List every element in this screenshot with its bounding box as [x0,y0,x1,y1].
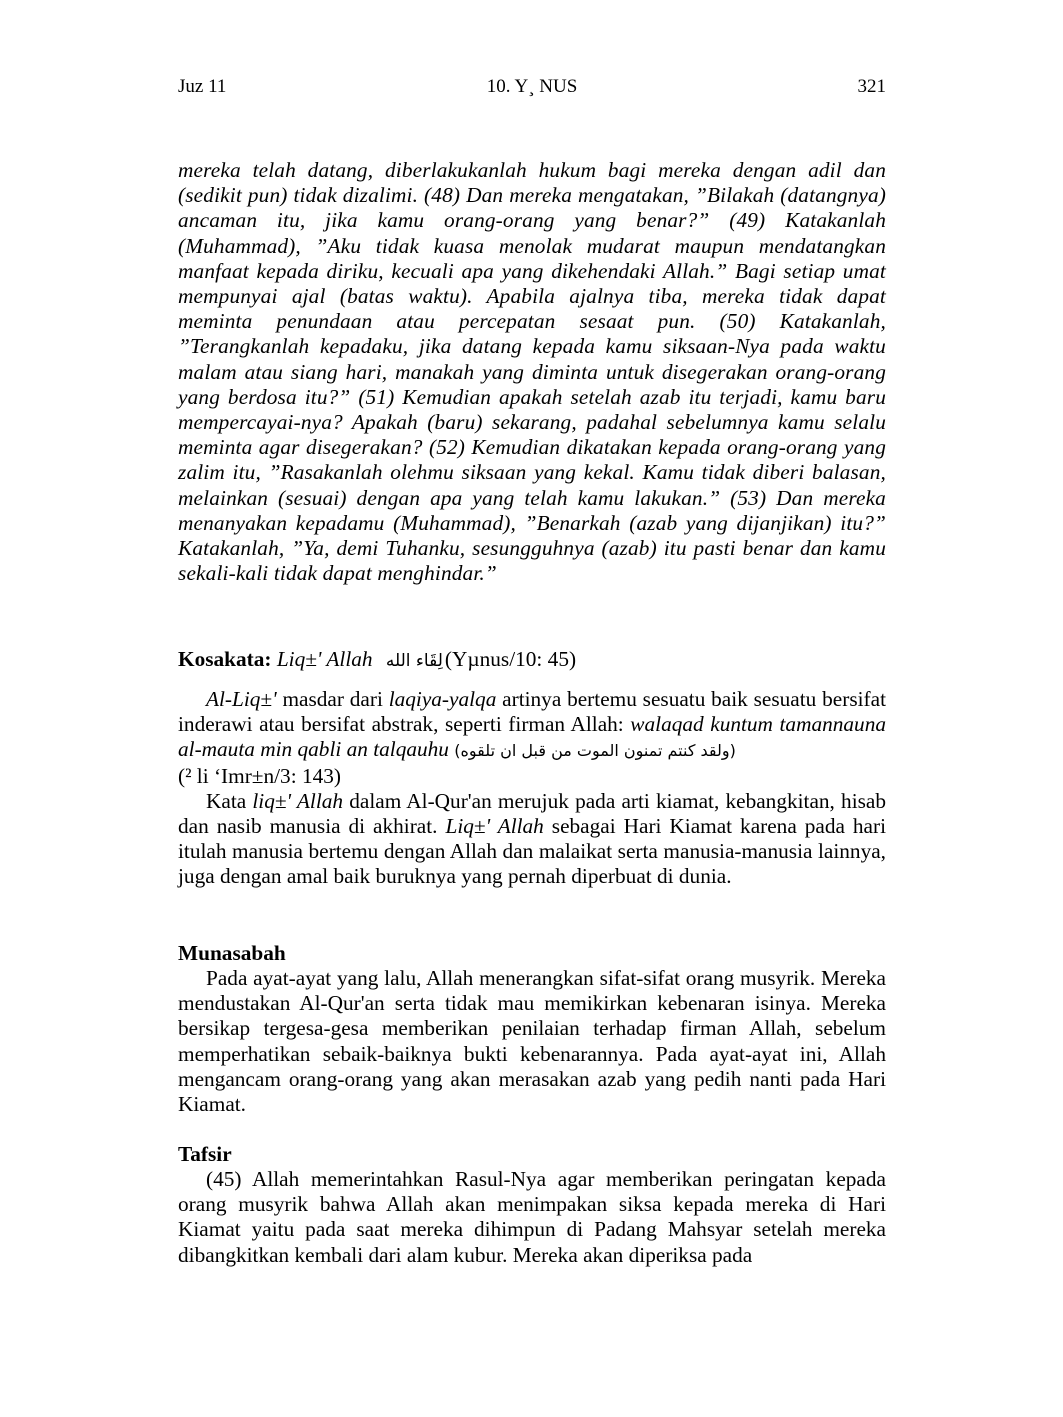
term-al-liqa: Al-Liq±' [206,687,277,711]
kosakata-label: Kosakata: [178,647,272,671]
munasabah-section [178,940,886,1117]
surah-title: 10. Y¸ NUS [486,76,578,97]
term-liqa-allah: liq±' Allah [252,788,344,813]
kosakata-reference: (Yµnus/10: 45) [444,647,577,671]
quote-arabic: (ولقد كنتم تمنون الموت من قبل ان تلقوه) [454,741,736,761]
page-number: 321 [857,76,886,97]
quran-quote: walaqad kuntum tamannauna al-mauta min qabli an talqauhu [178,712,886,762]
juz-label: Juz 11 [178,76,227,97]
vocabulary-explanation [178,687,886,890]
kosakata-term: Liq±' Allah [276,647,373,671]
term-liqa-allah-2: Liq±' Allah [445,814,544,839]
root-word: laqiya-yalqa [388,687,497,711]
munasabah-heading: Munasabah [178,941,286,965]
tafsir-section [178,1141,886,1268]
kosakata-line [178,646,886,674]
kosakata-arabic: لِقَاء الله [385,651,443,671]
tafsir-heading: Tafsir [178,1142,232,1166]
munasabah-paragraph: Pada ayat-ayat yang lalu, Allah menerangkan sifat-sifat orang musyrik. Mereka mendustakan Al-Qur'an serta tidak mau memikirkan kebenaran isinya. Mereka bersikap tergesa-gesa memberikan penilaian terhadap firman Allah, sebelum memperhatikan sebaik-baiknya bukti kebenarannya. Pada ayat-ayat ini, Allah mengancam orang-orang yang akan merasakan azab yang pedih nanti pada Hari Kiamat. [178,966,886,1117]
vocabulary-paragraph-2: Kata liq±' Allah dalam Al-Qur'an merujuk pada arti kiamat, kebangkitan, hisab dan nasib manusia di akhirat. Liq±' Allah sebagai Hari Kiamat karena pada hari itulah manusia bertemu dengan Allah dan malaikat serta manusia-manusia lainnya, juga dengan amal baik buruknya yang pernah diperbuat di dunia. [178,788,887,889]
vocabulary-paragraph-1: Al-Liq±' masdar dari laqiya-yalqa artinya bertemu sesuatu baik sesuatu bersifat inderawi atau bersifat abstrak, seperti firman Allah: walaqad kuntum tamannauna al-mauta min qabli an talqauhu (ولقد كنتم تمنون الموت من قبل ان تلقوه) (² li ‘Imr±n/3: 143) [178,687,886,788]
running-header [178,76,886,102]
verse-translation: mereka telah datang, diberlakukanlah hukum bagi mereka dengan adil dan (sedikit pun) tidak dizalimi. (48) Dan mereka mengatakan, ”Bilakah (datangnya) ancaman itu, jika kamu orang-orang yang benar?” (49) Katakanlah (Muhammad), ”Aku tidak kuasa menolak mudarat maupun mendatangkan manfaat kepada diriku, kecuali apa yang dikehendaki Allah.” Bagi setiap umat mempunyai ajal (batas waktu). Apabila ajalnya tiba, mereka tidak dapat meminta penundaan atau percepatan sesaat pun. (50) Katakanlah, ”Terangkanlah kepadaku, jika datang kepada kamu siksaan-Nya pada waktu malam atau siang hari, manakah yang diminta untuk disegerakan orang-orang yang berdosa itu?” (51) Kemudian apakah setelah azab itu terjadi, kamu baru mempercayai-nya? Apakah (baru) sekarang, padahal sebelumnya kamu selalu meminta agar disegerakan? (52) Kemudian dikatakan kepada orang-orang yang zalim itu, ”Rasakanlah olehmu siksaan yang kekal. Kamu tidak diberi balasan, melainkan (sesuai) dengan apa yang telah kamu lakukan.” (53) Dan mereka menanyakan kepadamu (Muhammad), ”Benarkah (azab yang dijanjikan) itu?” Katakanlah, ”Ya, demi Tuhanku, sesungguhnya (azab) itu pasti benar dan kamu sekali-kali tidak dapat menghindar.” [178,158,886,586]
tafsir-paragraph: (45) Allah memerintahkan Rasul-Nya agar memberikan peringatan kepada orang musyrik bahwa Allah akan menimpakan siksa kepada mereka di Hari Kiamat yaitu pada saat mereka dihimpun di Padang Mahsyar setelah mereka dibangkitkan kembali dari alam kubur. Mereka akan diperiksa pada [178,1167,886,1267]
quote-reference: (² li ‘Imr±n/3: 143) [178,763,341,788]
